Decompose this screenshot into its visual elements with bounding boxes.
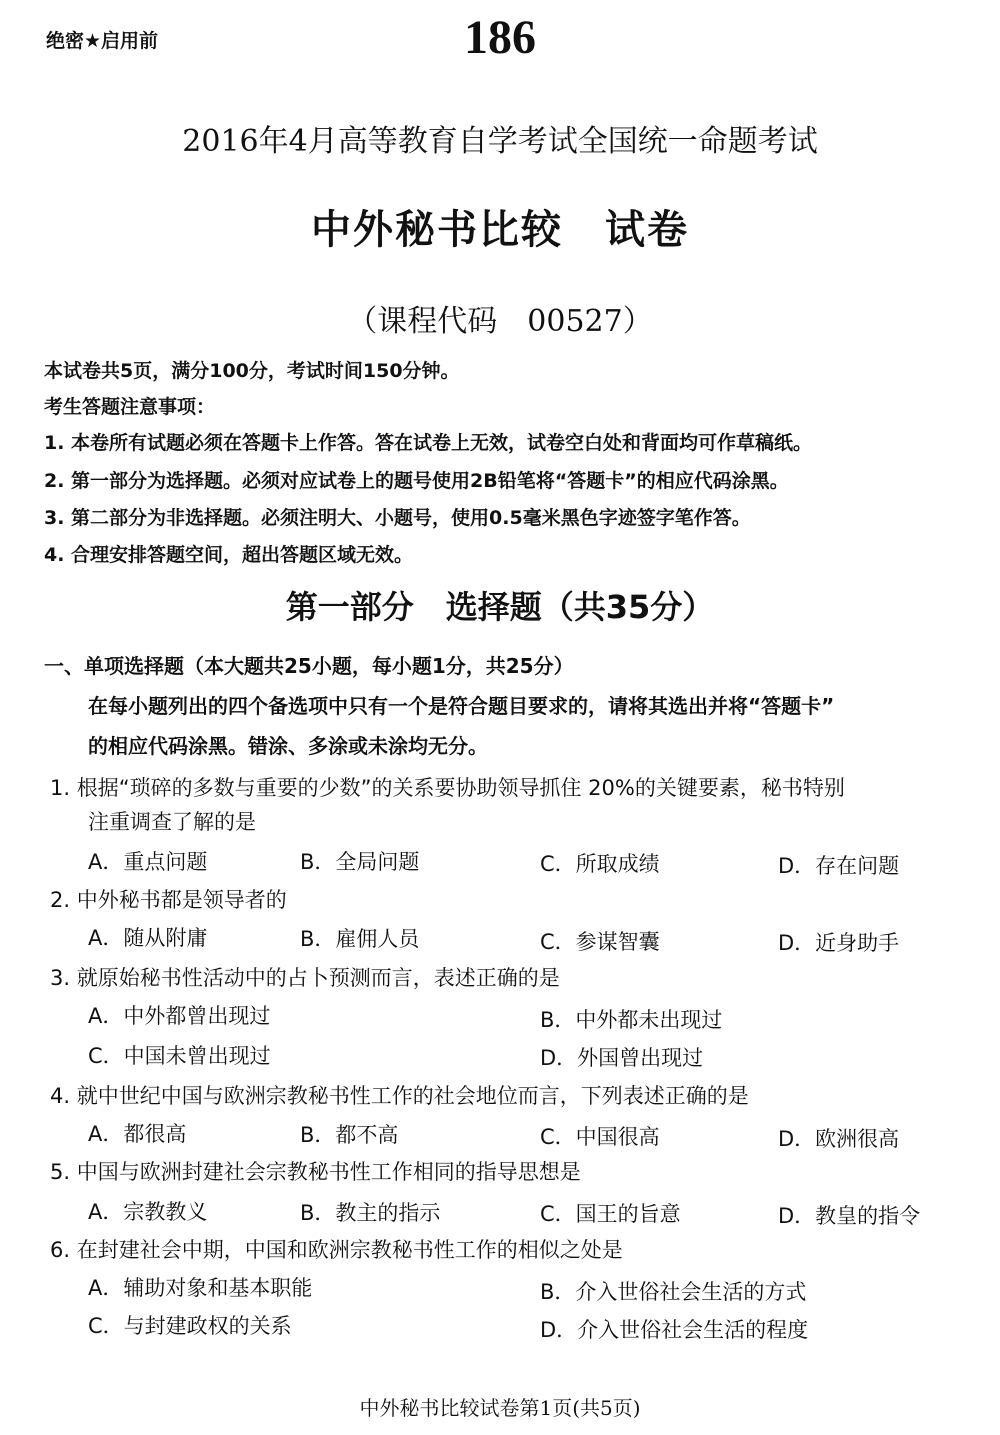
option-d: D．近身助手	[778, 931, 900, 955]
option-b: B．中外都未出现过	[540, 1008, 723, 1032]
option-d: D．教皇的指令	[778, 1204, 921, 1228]
option-d: D．欧洲很高	[778, 1127, 900, 1151]
question-stem: 2. 中外秘书都是领导者的	[50, 888, 287, 912]
option-a: A．都很高	[88, 1122, 187, 1146]
option-d: D．介入世俗社会生活的程度	[540, 1318, 809, 1342]
notice-item: 4. 合理安排答题空间，超出答题区域无效。	[44, 544, 414, 566]
notice-item: 3. 第二部分为非选择题。必须注明大、小题号，使用0.5毫米黑色字迹签字笔作答。	[44, 507, 751, 529]
section-title: 一、单项选择题（本大题共25小题，每小题1分，共25分）	[44, 654, 574, 678]
section-instruction: 在每小题列出的四个备选项中只有一个是符合题目要求的，请将其选出并将“答题卡”	[88, 694, 835, 718]
course-code: （课程代码 00527）	[347, 304, 653, 339]
option-c: C．所取成绩	[540, 852, 660, 876]
subject-title: 中外秘书比较 试卷	[311, 207, 689, 253]
option-b: B．全局问题	[300, 850, 420, 874]
part-one-title: 第一部分 选择题（共35分）	[285, 588, 715, 626]
notice-heading: 考生答题注意事项：	[44, 396, 216, 418]
question-stem-continued: 注重调查了解的是	[88, 810, 256, 834]
option-c: C．与封建政权的关系	[88, 1314, 292, 1338]
question-stem: 1. 根据“琐碎的多数与重要的少数”的关系要协助领导抓住 20%的关键要素，秘书特别	[50, 776, 845, 800]
section-instruction: 的相应代码涂黑。错涂、多涂或未涂均无分。	[88, 734, 488, 758]
option-d: D．存在问题	[778, 854, 900, 878]
option-a: A．辅助对象和基本职能	[88, 1276, 313, 1300]
question-stem: 4. 就中世纪中国与欧洲宗教秘书性工作的社会地位而言，下列表述正确的是	[50, 1084, 749, 1108]
option-a: A．重点问题	[88, 850, 208, 874]
question-stem: 3. 就原始秘书性活动中的占卜预测而言，表述正确的是	[50, 966, 560, 990]
secret-label: 绝密★启用前	[46, 30, 159, 52]
notice-item: 1. 本卷所有试题必须在答题卡上作答。答在试卷上无效，试卷空白处和背面均可作草稿纸。	[44, 432, 813, 454]
option-b: B．雇佣人员	[300, 927, 420, 951]
page-footer: 中外秘书比较试卷第1页(共5页)	[359, 1396, 641, 1420]
option-c: C．中国未曾出现过	[88, 1044, 271, 1068]
option-b: B．教主的指示	[300, 1201, 441, 1225]
exam-summary: 本试卷共5页，满分100分，考试时间150分钟。	[44, 360, 460, 382]
exam-title: 2016年4月高等教育自学考试全国统一命题考试	[182, 124, 818, 159]
option-b: B．都不高	[300, 1123, 399, 1147]
option-c: C．参谋智囊	[540, 930, 660, 954]
option-a: A．宗教教义	[88, 1200, 208, 1224]
question-stem: 6. 在封建社会中期，中国和欧洲宗教秘书性工作的相似之处是	[50, 1238, 623, 1262]
option-c: C．中国很高	[540, 1125, 660, 1149]
option-a: A．中外都曾出现过	[88, 1004, 271, 1028]
notice-item: 2. 第一部分为选择题。必须对应试卷上的题号使用2B铅笔将“答题卡”的相应代码涂黑。	[44, 470, 789, 492]
option-a: A．随从附庸	[88, 926, 208, 950]
paper-code: 186	[464, 11, 536, 64]
option-d: D．外国曾出现过	[540, 1046, 704, 1070]
option-c: C．国王的旨意	[540, 1202, 681, 1226]
option-b: B．介入世俗社会生活的方式	[540, 1280, 807, 1304]
question-stem: 5. 中国与欧洲封建社会宗教秘书性工作相同的指导思想是	[50, 1160, 581, 1184]
